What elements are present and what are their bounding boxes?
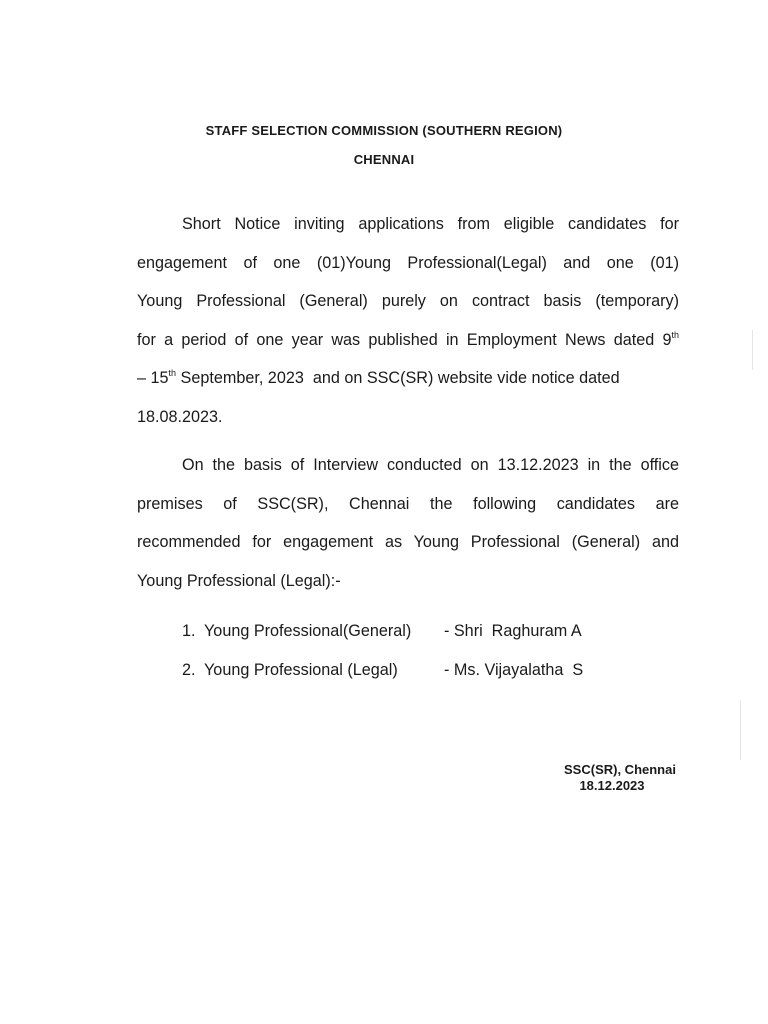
paragraph-text: for a period of one year was published in Employment News dated 9	[137, 330, 672, 349]
paragraph-line: premises of SSC(SR), Chennai the following candidates are	[137, 494, 679, 513]
page-subtitle: CHENNAI	[353, 152, 415, 167]
superscript: th	[168, 368, 177, 378]
scan-artifact	[752, 330, 753, 370]
notice-paragraph	[137, 205, 679, 436]
signature-date: 18.12.2023	[579, 778, 645, 793]
paragraph-line: On the basis of Interview conducted on 13.12.2023 in the office	[182, 456, 679, 474]
paragraph-line: Young Professional (Legal):-	[137, 571, 341, 590]
result-paragraph	[137, 446, 679, 600]
list-item	[182, 651, 583, 690]
paragraph-line	[137, 321, 679, 360]
candidate-name: - Ms. Vijayalatha S	[444, 661, 584, 679]
candidate-role: Young Professional(General)	[204, 622, 412, 640]
superscript: th	[671, 329, 679, 340]
paragraph-line: Short Notice inviting applications from eligible candidates for	[182, 215, 679, 233]
paragraph-text: September, 2023 and on SSC(SR) website vide notice dated	[176, 369, 620, 387]
list-number: 1.	[182, 622, 196, 640]
candidate-role: Young Professional (Legal)	[204, 661, 398, 679]
paragraph-line: engagement of one (01)Young Professional(Legal) and one (01)	[137, 253, 679, 272]
list-number: 2.	[182, 661, 196, 679]
paragraph-line	[137, 359, 679, 398]
paragraph-line: Young Professional (General) purely on contract basis (temporary)	[137, 292, 679, 310]
page-title: STAFF SELECTION COMMISSION (SOUTHERN REGION)	[205, 123, 563, 138]
paragraph-line: recommended for engagement as Young Professional (General) and	[137, 533, 679, 551]
candidate-name: - Shri Raghuram A	[444, 622, 582, 640]
list-item	[182, 612, 583, 651]
signature-office: SSC(SR), Chennai	[564, 762, 676, 777]
candidate-list	[182, 612, 583, 690]
paragraph-text: – 15	[137, 369, 169, 387]
paragraph-line: 18.08.2023.	[137, 407, 223, 426]
scan-artifact	[740, 700, 741, 760]
